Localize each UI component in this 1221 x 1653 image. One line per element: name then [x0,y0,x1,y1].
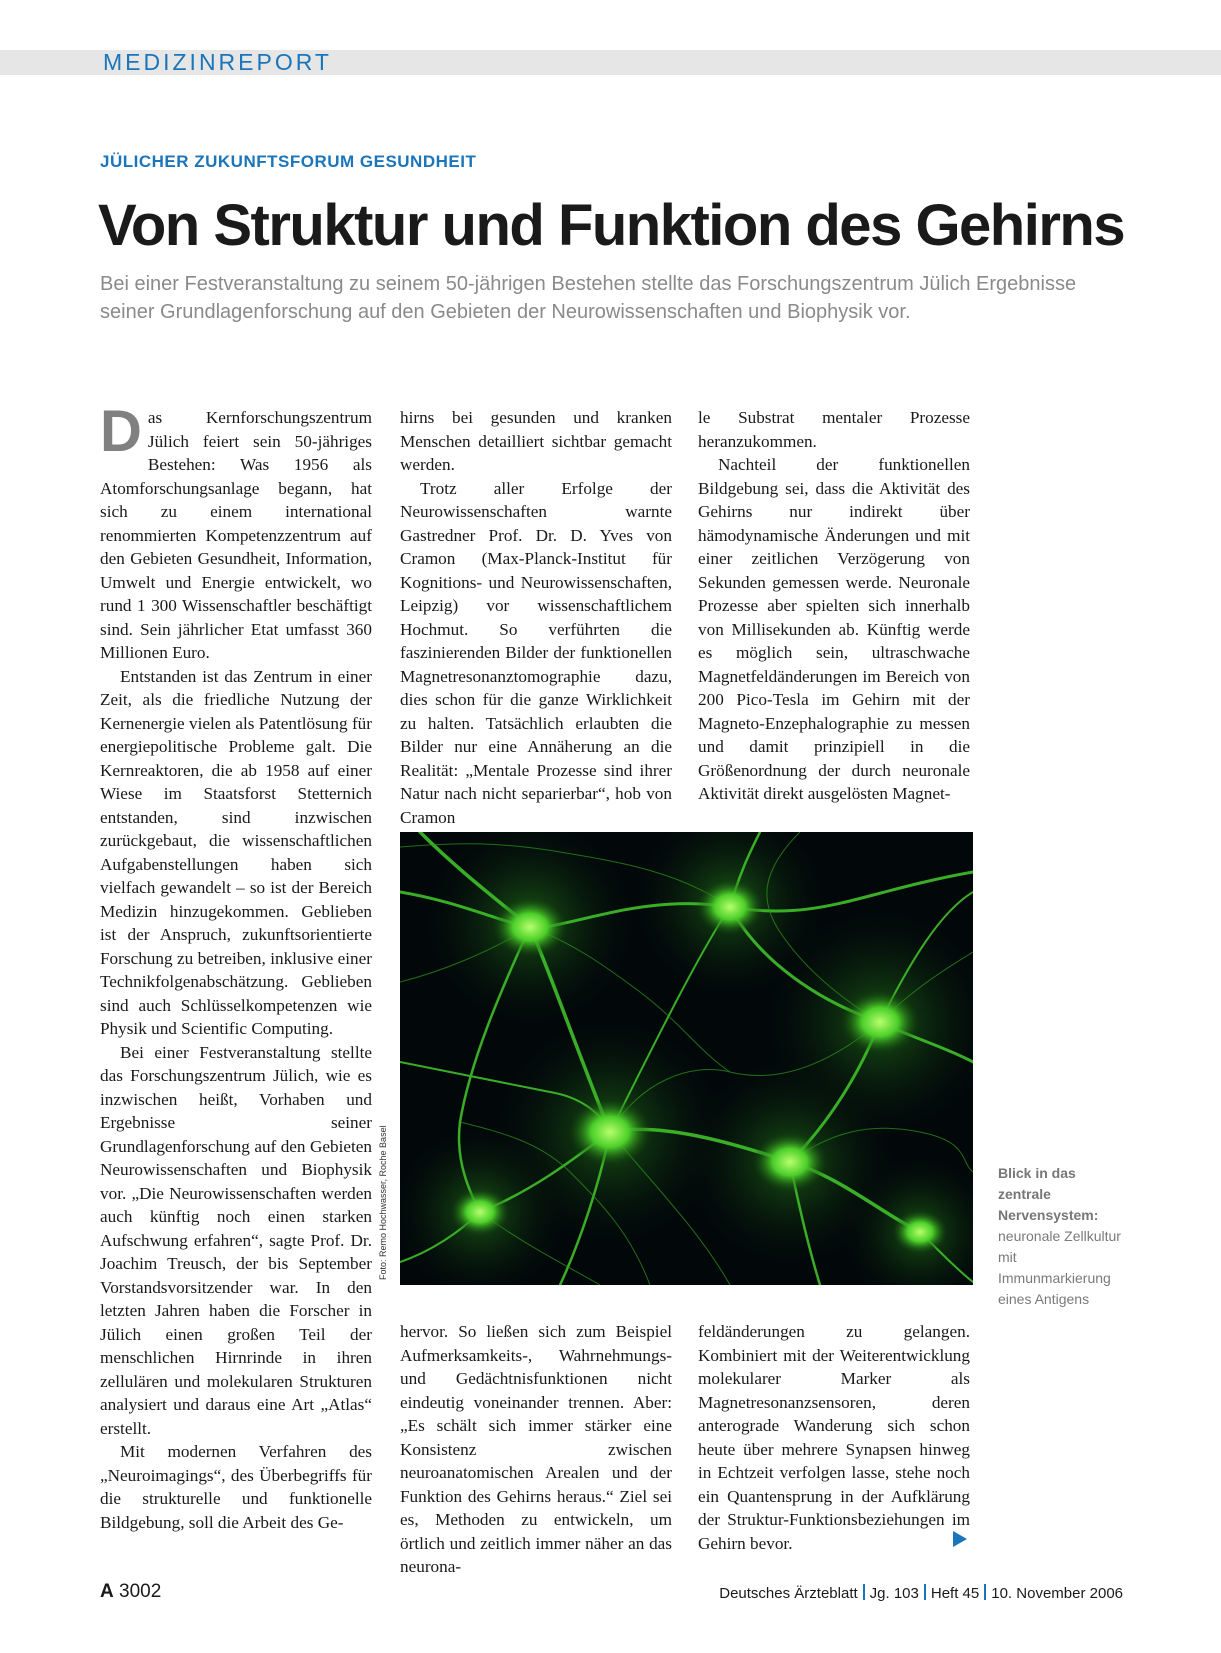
page-number: 3002 [119,1581,162,1602]
paragraph: feldänderungen zu gelangen. Kombiniert mit der Weiterentwicklung molekularer Marker als Magnetresonanzsensoren, deren anterograde Wanderung sich schon heute über mehrere Synapsen hinweg in Echtzeit verfolgen lasse, stehe noch ein Quantensprung in der Aufklärung der Struktur-Funktionsbeziehungen im Gehirn bevor. [698,1322,970,1553]
journal-issue: Heft 45 [930,1585,980,1602]
continue-arrow-icon [953,1531,967,1547]
body-column-3-bottom [698,1320,970,1570]
neuron-culture-photo [400,832,973,1285]
journal-info [719,1584,1123,1602]
page-prefix: A [100,1581,114,1602]
photo-credit: Foto: Remo Hochwasser, Roche Basel [378,1125,388,1280]
drop-cap: D [100,399,142,464]
journal-name: Deutsches Ärzteblatt [719,1585,858,1602]
body-column-1 [100,399,372,1566]
paragraph: Bei einer Festveranstaltung stellte das Forschungszentrum Jülich, wie es inzwischen heißt, Vorhaben und Ergebnisse seiner Grundlagenforschung auf den Gebieten Neurowissenschaften und Biophysik vor. „Die Neurowissenschaften werden auch künftig noch einen starken Aufschwung erfahren“, sagte Prof. Dr. Joachim Treusch, der bis September Vorstandsvorsitzender war. In den letzten Jahren haben die Forscher in Jülich einen großen Teil der menschlichen Hirnrinde in ihren zellulären und molekularen Strukturen analysiert und daraus eine Art „Atlas“ erstellt. [100,1042,372,1438]
body-column-2-top [400,406,672,827]
page-folio [100,1581,161,1603]
caption-text: neuronale Zellkultur mit Immunmarkierung eines Antigens [998,1228,1121,1307]
journal-date: 10. November 2006 [991,1585,1123,1602]
figure-caption [998,1163,1128,1310]
separator [984,1584,986,1600]
paragraph: Mit modernen Verfahren des „Neuroimagings“, des Überbegriffs für die strukturelle und funktionelle Bildgebung, soll die Arbeit des Ge- [100,1442,372,1532]
paragraph: Entstanden ist das Zentrum in einer Zeit, als die friedliche Nutzung der Kernenergie vielen als Patentlösung für energiepolitische Probleme galt. Die Kernreaktoren, die ab 1958 auf einer Wiese im Staatsforst Stetternich entstanden, sind inzwischen zurückgebaut, die wissenschaftlichen Aufgabenstellungen haben sich vielfach gewandelt – so ist der Bereich Medizin hinzugekommen. Geblieben ist der Anspruch, zukunftsorientierte Forschung zu betreiben, inklusive einer Technikfolgenabschätzung. Geblieben sind auch Schlüsselkompetenzen wie Physik und Scientific Computing. [100,666,372,1038]
body-column-2-bottom [400,1320,672,1576]
neuron-illustration [400,832,973,1285]
paragraph: Trotz aller Erfolge der Neurowissenschaften warnte Gastredner Prof. Dr. D. Yves von Cramon (Max-Planck-Institut für Kognitions- und Neurowissenschaften, Leipzig) vor wissenschaftlichem Hochmut. So verführten die faszinierenden Bilder der funktionellen Magnetresonanztomographie dazu, dies schon für die ganze Wirklichkeit zu halten. Tatsächlich erlaubten die Bilder nur eine Annäherung an die Realität: „Mentale Prozesse sind ihrer Natur nach nicht separierbar“, hob von Cramon [400,478,672,827]
paragraph: le Substrat mentaler Prozesse heranzukommen. [698,408,970,451]
paragraph-text: as Kernforschungszentrum Jülich feiert sein 50-jähriges Bestehen: Was 1956 als Atomforschungsanlage begann, hat sich zu einem international renommierten Kompetenzzentrum auf den Gebieten Gesundheit, Information, Umwelt und Energie entwickelt, wo rund 1 300 Wissenschaftler beschäftigt sind. Sein jährlicher Etat umfasst 360 Millionen Euro. [100,408,372,662]
section-label: MEDIZINREPORT [103,49,332,75]
separator [863,1584,865,1600]
caption-title: Blick in das zentrale Nervensystem: [998,1165,1099,1223]
separator [924,1584,926,1600]
article-headline: Von Struktur und Funktion des Gehirns [98,193,1125,258]
kicker: JÜLICHER ZUKUNFTSFORUM GESUNDHEIT [100,152,477,171]
body-column-3-top [698,406,970,806]
paragraph: hirns bei gesunden und kranken Menschen detailliert sichtbar gemacht werden. [400,408,672,474]
paragraph: Nachteil der funktionellen Bildgebung sei, dass die Aktivität des Gehirns nur indirekt über hämodynamische Änderungen und mit einer zeitlichen Verzögerung von Sekunden gemessen werde. Neuronale Prozesse aber spielten sich innerhalb von Millisekunden ab. Künftig werde es möglich sein, ultraschwache Magnetfeldänderungen im Bereich von 200 Pico-Tesla im Gehirn mit der Magneto-Enzephalographie zu messen und damit prinzipiell in die Größenordnung der durch neuronale Aktivität direkt ausgelösten Magnet- [698,455,970,803]
article-lead: Bei einer Festveranstaltung zu seinem 50-jährigen Bestehen stellte das Forschungszentrum Jülich Ergebnisse seiner Grundlagenforschung auf den Gebieten der Neurowissenschaften und Biophysik vor. [100,273,1077,323]
paragraph [100,399,372,665]
paragraph: hervor. So ließen sich zum Beispiel Aufmerksamkeits-, Wahrnehmungs- und Gedächtnisfunktionen nicht eindeutig voneinander trennen. Aber: „Es schält sich immer stärker eine Konsistenz zwischen neuroanatomischen Arealen und der Funktion des Gehirns heraus.“ Ziel sei es, Methoden zu entwickeln, um örtlich und zeitlich immer näher an das neurona- [400,1322,672,1576]
journal-volume: Jg. 103 [869,1585,919,1602]
